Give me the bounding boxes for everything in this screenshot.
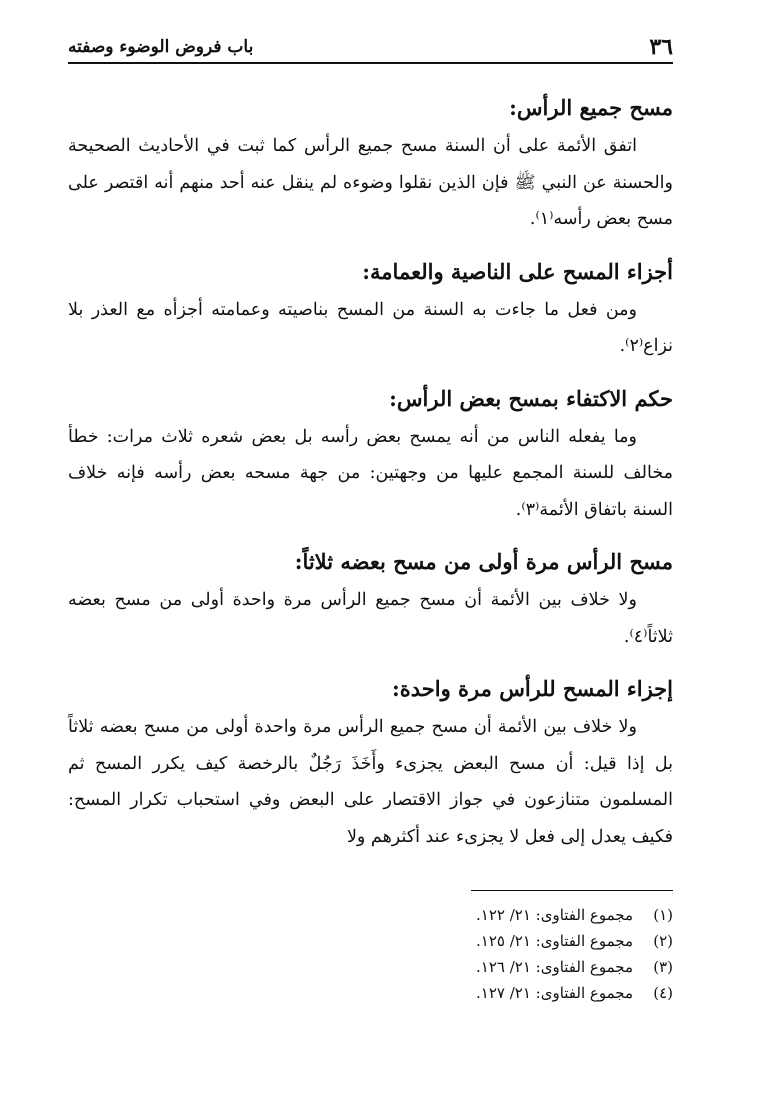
section-forelock-turban [68, 252, 673, 365]
section-once-vs-thrice [68, 542, 673, 655]
page-number: ٣٦ [649, 34, 673, 60]
chapter-title: باب فروض الوضوء وصفته [68, 37, 254, 57]
footnote [68, 928, 673, 954]
footnote-number: (٣) [653, 958, 673, 976]
footnote [68, 954, 673, 980]
footnotes-list [68, 902, 673, 1006]
footnote-number: (١) [653, 906, 673, 924]
section-heading: إجزاء المسح للرأس مرة واحدة: [392, 676, 673, 701]
footnote-text: مجموع الفتاوى: ٢١/ ١٢٢. [476, 906, 633, 924]
section-paragraph: وما يفعله الناس من أنه يمسح بعض رأسه بل بعض شعره ثلاث مرات: خطأ مخالف للسنة المجمع عليها من وجهتين: من جهة مسحه بعض رأسه فإنه خلاف السنة باتفاق الأئمة⁽٣⁾. [68, 426, 673, 520]
section-heading: أجزاء المسح على الناصية والعمامة: [362, 258, 673, 284]
running-header [68, 28, 673, 64]
section-paragraph: ومن فعل ما جاءت به السنة من المسح بناصيته وعمامته أجزأه مع العذر بلا نزاع⁽٢⁾. [68, 299, 673, 356]
section-heading: حكم الاكتفاء بمسح بعض الرأس: [389, 385, 673, 411]
footnote-number: (٤) [653, 984, 673, 1002]
section-heading: مسح الرأس مرة أولى من مسح بعضه ثلاثاً: [294, 549, 673, 574]
footnote-number: (٢) [653, 932, 673, 950]
section-paragraph: اتفق الأئمة على أن السنة مسح جميع الرأس كما ثبت في الأحاديث الصحيحة والحسنة عن النبي ﷺ فإن الذين نقلوا وضوءه لم ينقل عنه أحد منهم أنه اقتصر على مسح بعض رأسه⁽١⁾. [68, 136, 673, 229]
footnote-text: مجموع الفتاوى: ٢١/ ١٢٧. [476, 984, 633, 1002]
section-full-head-wiping [68, 88, 673, 238]
section-paragraph: ولا خلاف بين الأئمة أن مسح جميع الرأس مرة واحدة أولى من مسح بعضه ثلاثاً بل إذا قيل: أن مسح البعض يجزىء وأَخَذَ رَجُلٌ بالرخصة كيف يكرر المسح ثم المسلمون متنازعون في جواز الاقتصار على البعض وفي استحباب تكرار المسح: فكيف يعدل إلى فعل لا يجزىء عند أكثرهم ولا [68, 717, 673, 847]
section-single-wipe [68, 669, 673, 855]
page-body [68, 88, 673, 869]
footnote-divider [471, 890, 673, 891]
footnote-text: مجموع الفتاوى: ٢١/ ١٢٦. [476, 958, 633, 976]
footnote [68, 902, 673, 928]
section-partial-wiping [68, 379, 673, 529]
section-paragraph: ولا خلاف بين الأئمة أن مسح جميع الرأس مرة واحدة أولى من مسح بعضه ثلاثاً⁽٤⁾. [68, 590, 673, 647]
footnote [68, 980, 673, 1006]
footnote-text: مجموع الفتاوى: ٢١/ ١٢٥. [476, 932, 633, 950]
section-heading: مسح جميع الرأس: [509, 95, 673, 120]
